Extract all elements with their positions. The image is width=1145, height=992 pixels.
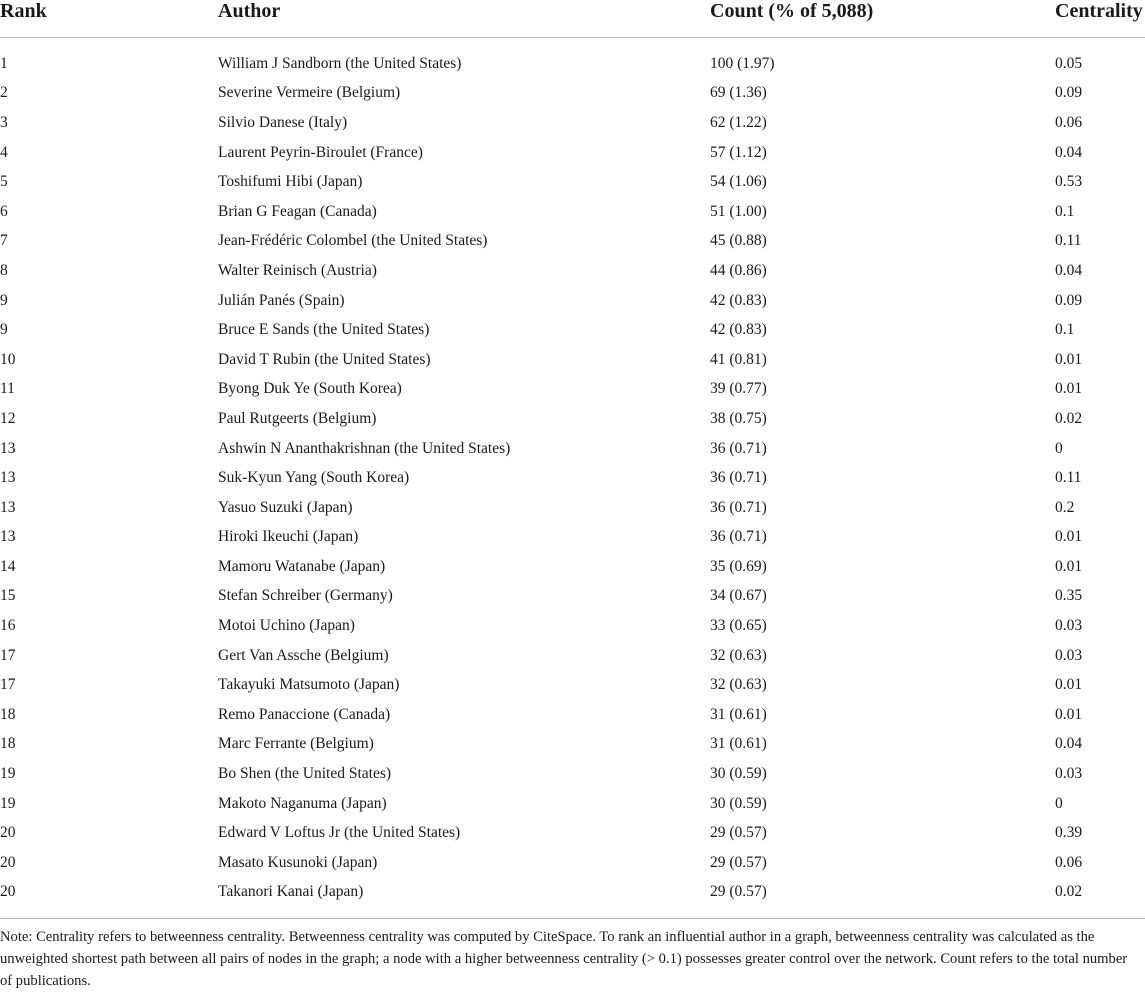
- cell-count: 100 (1.97): [710, 54, 775, 72]
- cell-author: Jean-Frédéric Colombel (the United States): [218, 232, 488, 250]
- cell-centrality: 0.1: [1055, 202, 1075, 220]
- cell-count: 41 (0.81): [710, 350, 767, 368]
- header-centrality: [1055, 0, 1145, 38]
- cell-author: William J Sandborn (the United States): [218, 54, 462, 72]
- table-row: [0, 375, 1145, 405]
- cell-author: Edward V Loftus Jr (the United States): [218, 824, 461, 842]
- cell-author: Walter Reinisch (Austria): [218, 261, 377, 279]
- table-row: [0, 345, 1145, 375]
- cell-centrality: 0.04: [1055, 735, 1083, 753]
- header-rank-label: Rank: [0, 0, 47, 22]
- cell-count: 34 (0.67): [710, 587, 767, 605]
- table-header: [0, 0, 1145, 38]
- cell-count: 29 (0.57): [710, 824, 767, 842]
- cell-centrality: 0.35: [1055, 587, 1083, 605]
- cell-count: 32 (0.63): [710, 646, 767, 664]
- cell-count: 62 (1.22): [710, 113, 767, 131]
- cell-count: 33 (0.65): [710, 617, 767, 635]
- cell-rank: 13: [0, 469, 16, 487]
- cell-count: 36 (0.71): [710, 439, 767, 457]
- cell-author: Remo Panaccione (Canada): [218, 705, 391, 723]
- header-count: [710, 0, 1055, 38]
- cell-author: Julián Panés (Spain): [218, 291, 345, 309]
- cell-author: Brian G Feagan (Canada): [218, 202, 377, 220]
- cell-centrality: 0.01: [1055, 528, 1083, 546]
- header-row: [0, 0, 1145, 38]
- cell-count: 36 (0.71): [710, 469, 767, 487]
- cell-author: Stefan Schreiber (Germany): [218, 587, 393, 605]
- cell-author: Bo Shen (the United States): [218, 765, 392, 783]
- cell-author: Mamoru Watanabe (Japan): [218, 557, 386, 575]
- cell-centrality: 0.03: [1055, 646, 1083, 664]
- header-centrality-label: Centrality: [1055, 0, 1143, 22]
- cell-rank: 7: [0, 232, 8, 250]
- table-footnote: Note: Centrality refers to betweenness centrality. Betweenness centrality was computed by CiteSpace. To rank an influential author in a graph, betweenness centrality was calculated as the unweighted shortest path between all pairs of nodes in the graph; a node with a higher betweenness centrality (> 0.1) possesses greater control over the network. Count refers to the total number of publications.: [0, 929, 1128, 989]
- cell-count: 35 (0.69): [710, 557, 767, 575]
- table-row: [0, 286, 1145, 316]
- cell-rank: 20: [0, 824, 16, 842]
- header-count-label: Count (% of 5,088): [710, 0, 874, 22]
- cell-author: Paul Rutgeerts (Belgium): [218, 409, 377, 427]
- table-row: [0, 848, 1145, 878]
- table-row: [0, 315, 1145, 345]
- cell-centrality: 0.02: [1055, 409, 1083, 427]
- table-row: [0, 167, 1145, 197]
- table-row: [0, 108, 1145, 138]
- cell-centrality: 0.02: [1055, 883, 1083, 901]
- cell-centrality: 0.04: [1055, 261, 1083, 279]
- cell-author: Takayuki Matsumoto (Japan): [218, 676, 400, 694]
- cell-rank: 15: [0, 587, 16, 605]
- cell-count: 29 (0.57): [710, 883, 767, 901]
- table-row: [0, 49, 1145, 79]
- cell-rank: 5: [0, 173, 8, 191]
- cell-count: 30 (0.59): [710, 765, 767, 783]
- table-row: [0, 256, 1145, 286]
- table-row: [0, 227, 1145, 257]
- cell-centrality: 0.1: [1055, 321, 1075, 339]
- cell-rank: 17: [0, 676, 16, 694]
- cell-count: 51 (1.00): [710, 202, 767, 220]
- cell-centrality: 0: [1055, 439, 1063, 457]
- cell-rank: 8: [0, 261, 8, 279]
- cell-rank: 20: [0, 883, 16, 901]
- cell-rank: 18: [0, 705, 16, 723]
- table-row: [0, 641, 1145, 671]
- cell-author: Byong Duk Ye (South Korea): [218, 380, 402, 398]
- cell-author: Gert Van Assche (Belgium): [218, 646, 389, 664]
- cell-author: Yasuo Suzuki (Japan): [218, 498, 353, 516]
- cell-centrality: 0.01: [1055, 557, 1083, 575]
- table-row: [0, 878, 1145, 908]
- cell-count: 36 (0.71): [710, 498, 767, 516]
- cell-count: 39 (0.77): [710, 380, 767, 398]
- cell-count: 38 (0.75): [710, 409, 767, 427]
- cell-author: David T Rubin (the United States): [218, 350, 431, 368]
- table-row: [0, 611, 1145, 641]
- cell-rank: 2: [0, 84, 8, 102]
- cell-rank: 13: [0, 439, 16, 457]
- cell-author: Takanori Kanai (Japan): [218, 883, 364, 901]
- header-author-label: Author: [218, 0, 281, 22]
- cell-count: 54 (1.06): [710, 173, 767, 191]
- cell-centrality: 0.01: [1055, 676, 1083, 694]
- cell-count: 42 (0.83): [710, 321, 767, 339]
- cell-centrality: 0.2: [1055, 498, 1075, 516]
- cell-rank: 12: [0, 409, 16, 427]
- cell-author: Marc Ferrante (Belgium): [218, 735, 374, 753]
- cell-centrality: 0.01: [1055, 350, 1083, 368]
- table-row: [0, 552, 1145, 582]
- cell-rank: 20: [0, 853, 16, 871]
- cell-author: Severine Vermeire (Belgium): [218, 84, 401, 102]
- table-row: [0, 700, 1145, 730]
- cell-count: 36 (0.71): [710, 528, 767, 546]
- table-row: [0, 789, 1145, 819]
- cell-centrality: 0: [1055, 794, 1063, 812]
- cell-centrality: 0.03: [1055, 765, 1083, 783]
- cell-rank: 9: [0, 321, 8, 339]
- cell-centrality: 0.09: [1055, 291, 1083, 309]
- cell-rank: 13: [0, 528, 16, 546]
- cell-centrality: 0.06: [1055, 113, 1083, 131]
- cell-count: 69 (1.36): [710, 84, 767, 102]
- table-row: [0, 463, 1145, 493]
- cell-rank: 11: [0, 380, 15, 398]
- cell-rank: 1: [0, 54, 8, 72]
- cell-count: 44 (0.86): [710, 261, 767, 279]
- table-bottom-rule: [0, 918, 1145, 919]
- table-row: [0, 730, 1145, 760]
- cell-author: Motoi Uchino (Japan): [218, 617, 355, 635]
- cell-author: Silvio Danese (Italy): [218, 113, 348, 131]
- table-row: [0, 582, 1145, 612]
- cell-rank: 17: [0, 646, 16, 664]
- cell-rank: 4: [0, 143, 8, 161]
- table-row: [0, 523, 1145, 553]
- cell-count: 31 (0.61): [710, 705, 767, 723]
- table-row: [0, 670, 1145, 700]
- cell-rank: 16: [0, 617, 16, 635]
- table-body: [0, 38, 1145, 908]
- table-row: [0, 434, 1145, 464]
- cell-rank: 19: [0, 794, 16, 812]
- cell-centrality: 0.11: [1055, 469, 1082, 487]
- cell-rank: 10: [0, 350, 16, 368]
- cell-count: 45 (0.88): [710, 232, 767, 250]
- table-row: [0, 138, 1145, 168]
- table-row: [0, 197, 1145, 227]
- cell-rank: 9: [0, 291, 8, 309]
- cell-centrality: 0.05: [1055, 54, 1083, 72]
- table-row: [0, 404, 1145, 434]
- cell-centrality: 0.01: [1055, 705, 1083, 723]
- header-author: [218, 0, 710, 38]
- cell-rank: 6: [0, 202, 8, 220]
- cell-centrality: 0.03: [1055, 617, 1083, 635]
- cell-author: Toshifumi Hibi (Japan): [218, 173, 363, 191]
- cell-rank: 3: [0, 113, 8, 131]
- cell-author: Bruce E Sands (the United States): [218, 321, 430, 339]
- cell-author: Suk-Kyun Yang (South Korea): [218, 469, 410, 487]
- cell-rank: 13: [0, 498, 16, 516]
- cell-count: 42 (0.83): [710, 291, 767, 309]
- cell-rank: 18: [0, 735, 16, 753]
- cell-centrality: 0.53: [1055, 173, 1083, 191]
- cell-centrality: 0.06: [1055, 853, 1083, 871]
- cell-centrality: 0.04: [1055, 143, 1083, 161]
- header-rank: [0, 0, 218, 38]
- cell-count: 29 (0.57): [710, 853, 767, 871]
- cell-author: Hiroki Ikeuchi (Japan): [218, 528, 359, 546]
- cell-centrality: 0.01: [1055, 380, 1083, 398]
- cell-count: 57 (1.12): [710, 143, 767, 161]
- cell-rank: 19: [0, 765, 16, 783]
- cell-centrality: 0.09: [1055, 84, 1083, 102]
- cell-count: 32 (0.63): [710, 676, 767, 694]
- cell-author: Masato Kusunoki (Japan): [218, 853, 378, 871]
- cell-count: 31 (0.61): [710, 735, 767, 753]
- header-spacer: [0, 38, 1145, 50]
- table-row: [0, 759, 1145, 789]
- table-row: [0, 79, 1145, 109]
- table-row: [0, 818, 1145, 848]
- cell-author: Ashwin N Ananthakrishnan (the United States): [218, 439, 511, 457]
- cell-rank: 14: [0, 557, 16, 575]
- cell-centrality: 0.39: [1055, 824, 1083, 842]
- cell-author: Laurent Peyrin-Biroulet (France): [218, 143, 423, 161]
- cell-count: 30 (0.59): [710, 794, 767, 812]
- table-row: [0, 493, 1145, 523]
- cell-author: Makoto Naganuma (Japan): [218, 794, 387, 812]
- cell-centrality: 0.11: [1055, 232, 1082, 250]
